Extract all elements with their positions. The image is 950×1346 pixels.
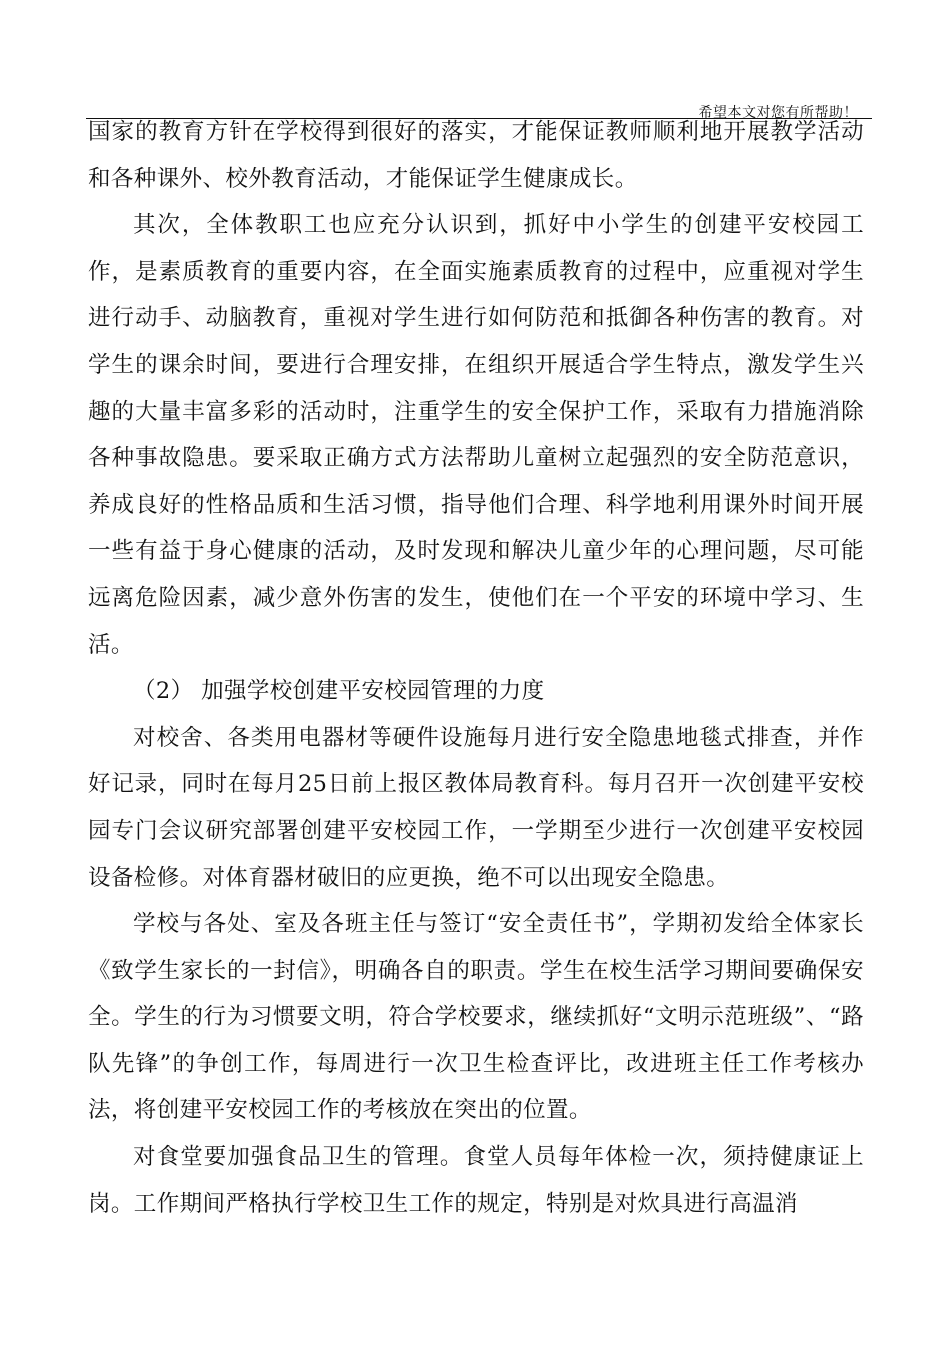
header-note: 希望本文对您有所帮助！ [698, 105, 858, 121]
section-heading: （2） 加强学校创建平安校园管理的力度 [133, 678, 545, 705]
paragraph-3: 对校舍、各类用电器材等硬件设施每月进行安全隐患地毯式排查，并作好记录，同时在每月25日前上报区教体局教育科。每月召开一次创建平安校园专门会议研究部署创建平安校园工作，一学期至少进行一次创建平安校园设备检修。对体育器材破旧的应更换，绝不可以出现安全隐患。 [88, 724, 864, 891]
body-text [88, 109, 864, 1227]
paragraph-2: 其次，全体教职工也应充分认识到，抓好中小学生的创建平安校园工作，是素质教育的重要内容，在全面实施素质教育的过程中，应重视对学生进行动手、动脑教育，重视对学生进行如何防范和抵御各种伤害的教育。对学生的课余时间，要进行合理安排，在组织开展适合学生特点，激发学生兴趣的大量丰富多彩的活动时，注重学生的安全保护工作，采取有力措施消除各种事故隐患。要采取正确方式方法帮助儿童树立起强烈的安全防范意识，养成良好的性格品质和生活习惯，指导他们合理、科学地利用课外时间开展一些有益于身心健康的活动，及时发现和解决儿童少年的心理问题，尽可能远离危险因素，减少意外伤害的发生，使他们在一个平安的环境中学习、生活。 [88, 212, 864, 658]
paragraph-5: 对食堂要加强食品卫生的管理。食堂人员每年体检一次，须持健康证上岗。工作期间严格执行学校卫生工作的规定，特别是对炊具进行高温消 [88, 1144, 864, 1217]
paragraph-4: 学校与各处、室及各班主任与签订“安全责任书”，学期初发给全体家长《致学生家长的一封信》，明确各自的职责。学生在校生活学习期间要确保安全。学生的行为习惯要文明，符合学校要求，继续抓好“文明示范班级”、“路队先锋”的争创工作，每周进行一次卫生检查评比，改进班主任工作考核办法，将创建平安校园工作的考核放在突出的位置。 [88, 911, 864, 1124]
paragraph-1: 国家的教育方针在学校得到很好的落实，才能保证教师顺利地开展教学活动和各种课外、校外教育活动，才能保证学生健康成长。 [88, 119, 864, 192]
